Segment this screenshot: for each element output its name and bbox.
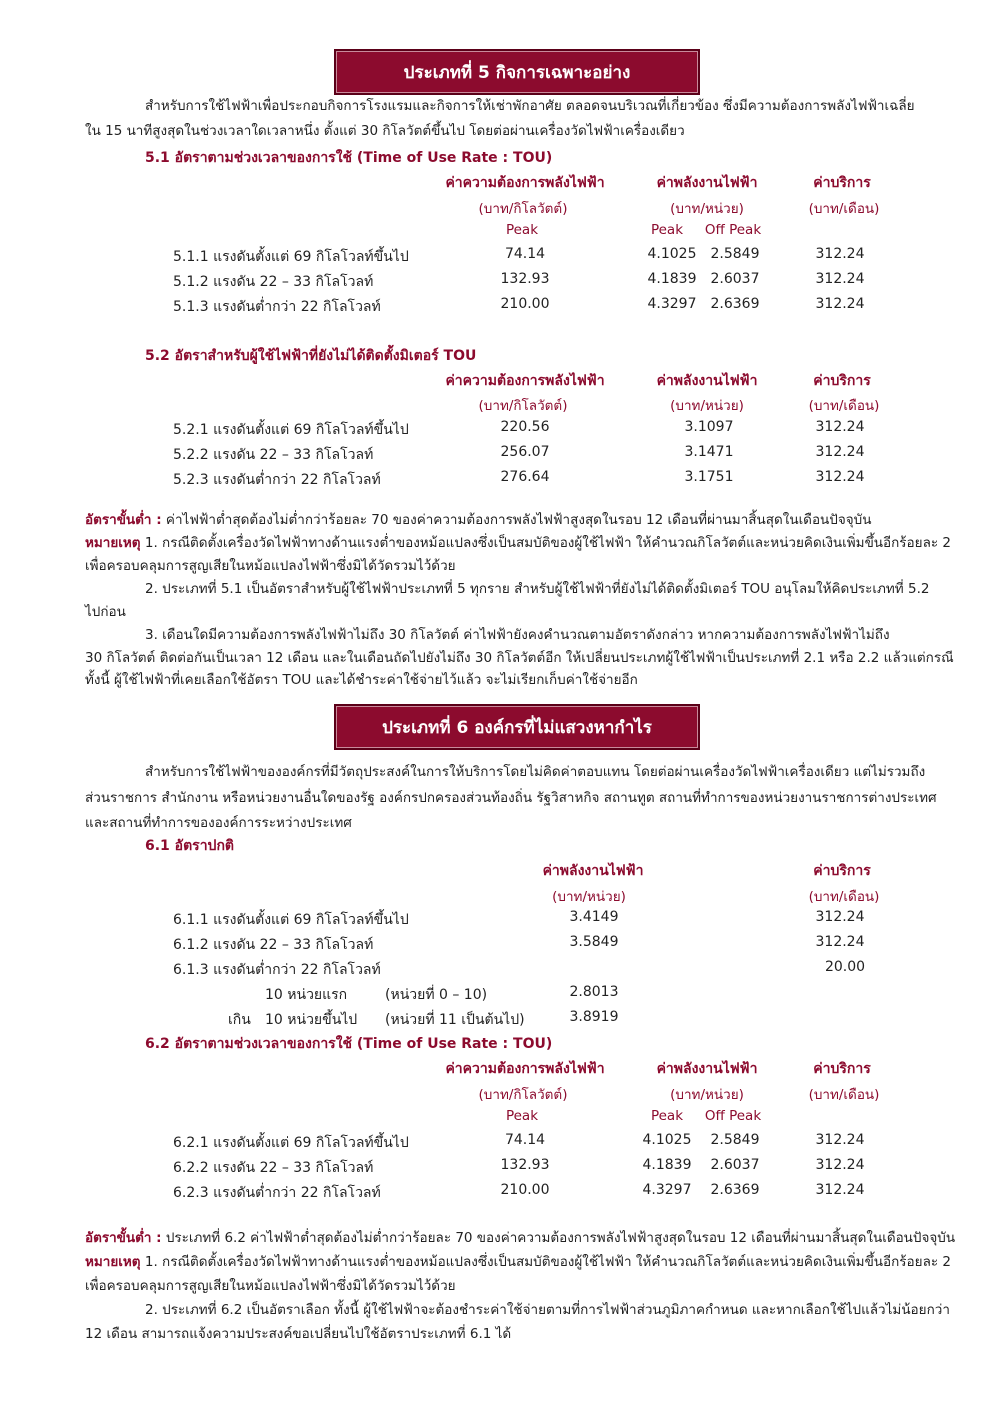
col-peak-energy: Peak	[650, 222, 684, 238]
table-cell-demand: 276.64	[500, 469, 550, 485]
min-rate-label: อัตราขั้นต่ำ :	[85, 1230, 162, 1246]
min-rate-text: ค่าไฟฟ้าต่ำสุดต้องไม่ต่ำกว่าร้อยละ 70 ของค่าความต้องการพลังไฟฟ้าสูงสุดในรอบ 12 เดือนที่ผ่านมาสิ้นสุดในเดือนปัจจุบัน	[161, 512, 872, 528]
min-rate-label: อัตราขั้นต่ำ :	[85, 512, 162, 528]
type6-note1-line2: เพื่อครอบคลุมการสูญเสียในหม้อแปลงไฟฟ้าซึ่งมิได้วัดรวมไว้ด้วย	[85, 1278, 456, 1294]
table-cell-demand: 210.00	[500, 1182, 550, 1198]
col-header-demand: ค่าความต้องการพลังไฟฟ้า	[445, 373, 605, 389]
type5-note3-line1: 3. เดือนใดมีความต้องการพลังไฟฟ้าไม่ถึง 30 กิโลวัตต์ ค่าไฟฟ้ายังคงคำนวณตามอัตราดังกล่าว หากความต้องการพลังไฟฟ้าไม่ถึง	[145, 627, 890, 643]
table-cell-offpeak: 2.6037	[710, 271, 760, 287]
col-peak-energy: Peak	[650, 1108, 684, 1124]
type6-note2-line1: 2. ประเภทที่ 6.2 เป็นอัตราเลือก ทั้งนี้ ผู้ใช้ไฟฟ้าจะต้องชำระค่าใช้จ่ายตามที่การไฟฟ้าส่วนภูมิภาคกำหนด และหากเลือกใช้ไปแล้วไม่น้อยกว่า	[145, 1302, 950, 1318]
table-cell-peak: 4.1839	[647, 271, 697, 287]
table-cell-energy: 3.1471	[684, 444, 734, 460]
note1-line1: 1. กรณีติดตั้งเครื่องวัดไฟฟ้าทางด้านแรงต่ำของหม้อแปลงซึ่งเป็นสมบัติของผู้ใช้ไฟฟ้า ให้คำนวณกิโลวัตต์และหน่วยคิดเงินเพิ่มขึ้นอีกร้อยละ 2	[140, 535, 951, 551]
col-header-service: ค่าบริการ	[813, 1061, 871, 1077]
col-header-energy: ค่าพลังงานไฟฟ้า	[656, 1061, 758, 1077]
table-cell-demand: 210.00	[500, 296, 550, 312]
table-cell-service: 312.24	[815, 469, 865, 485]
type5-title-banner	[334, 49, 700, 95]
type5-note3-line2: 30 กิโลวัตต์ ติดต่อกันเป็นเวลา 12 เดือน และในเดือนถัดไปยังไม่ถึง 30 กิโลวัตต์อีก ให้เปลี่ยนประเภทผู้ใช้ไฟฟ้าเป็นประเภทที่ 2.1 หรือ 2.2 แล้วแต่กรณี	[85, 650, 954, 666]
col-header-energy: ค่าพลังงานไฟฟ้า	[656, 373, 758, 389]
col-header-energy: ค่าพลังงานไฟฟ้า	[542, 863, 644, 879]
table-cell-demand: 74.14	[504, 246, 546, 262]
type6-intro-line2: ส่วนราชการ สำนักงาน หรือหน่วยงานอื่นใดของรัฐ องค์กรปกครองส่วนท้องถิ่น รัฐวิสาหกิจ สถานทูต สถานที่ทำการของหน่วยงานราชการต่างประเทศ	[85, 790, 937, 806]
table-cell-peak: 4.1025	[647, 246, 697, 262]
table-cell-service: 20.00	[824, 959, 866, 975]
note-label: หมายเหตุ	[85, 535, 141, 551]
col-header-energy: ค่าพลังงานไฟฟ้า	[656, 175, 758, 191]
col-unit-service: (บาท/เดือน)	[808, 201, 880, 217]
col-header-service: ค่าบริการ	[813, 863, 871, 879]
tier2-prefix: เกิน	[228, 1012, 251, 1028]
table-cell-peak: 4.1025	[642, 1132, 692, 1148]
tier2-energy: 3.8919	[569, 1009, 619, 1025]
table-cell-service: 312.24	[815, 1132, 865, 1148]
note1-line1: 1. กรณีติดตั้งเครื่องวัดไฟฟ้าทางด้านแรงต่ำของหม้อแปลงซึ่งเป็นสมบัติของผู้ใช้ไฟฟ้า ให้คำนวณกิโลวัตต์และหน่วยคิดเงินเพิ่มขึ้นอีกร้อยละ 2	[140, 1254, 951, 1270]
table-row-label: 5.2.3 แรงดันต่ำกว่า 22 กิโลโวลท์	[173, 472, 381, 488]
type5-min-rate	[85, 508, 871, 532]
type5-note2-line2: ไปก่อน	[85, 604, 126, 620]
type5-title: ประเภทที่ 5 กิจการเฉพาะอย่าง	[403, 62, 631, 83]
table-cell-service: 312.24	[815, 271, 865, 287]
table-cell-energy: 3.4149	[569, 909, 619, 925]
col-unit-energy: (บาท/หน่วย)	[670, 398, 744, 414]
table-cell-demand: 256.07	[500, 444, 550, 460]
tier1-energy: 2.8013	[569, 984, 619, 1000]
table-row-label: 6.2.1 แรงดันตั้งแต่ 69 กิโลโวลท์ขึ้นไป	[173, 1135, 409, 1151]
table-row-label: 5.2.1 แรงดันตั้งแต่ 69 กิโลโวลท์ขึ้นไป	[173, 422, 409, 438]
table-row-label: 5.1.3 แรงดันต่ำกว่า 22 กิโลโวลท์	[173, 299, 381, 315]
table-row-label: 5.1.1 แรงดันตั้งแต่ 69 กิโลโวลท์ขึ้นไป	[173, 249, 409, 265]
col-unit-energy: (บาท/หน่วย)	[670, 201, 744, 217]
table-cell-offpeak: 2.6037	[710, 1157, 760, 1173]
table-cell-offpeak: 2.6369	[710, 296, 760, 312]
col-offpeak-energy: Off Peak	[704, 222, 762, 238]
col-unit-service: (บาท/เดือน)	[808, 889, 880, 905]
table-cell-service: 312.24	[815, 1182, 865, 1198]
table-cell-offpeak: 2.6369	[710, 1182, 760, 1198]
table-row-label: 6.1.1 แรงดันตั้งแต่ 69 กิโลโวลท์ขึ้นไป	[173, 912, 409, 928]
type5-note1	[85, 531, 951, 555]
col-peak-demand: Peak	[505, 222, 539, 238]
table-cell-service: 312.24	[815, 909, 865, 925]
col-header-service: ค่าบริการ	[813, 175, 871, 191]
table-cell-peak: 4.3297	[647, 296, 697, 312]
table-cell-demand: 74.14	[504, 1132, 546, 1148]
col-unit-energy: (บาท/หน่วย)	[552, 889, 626, 905]
table-cell-service: 312.24	[815, 419, 865, 435]
type6-title-banner	[334, 704, 700, 750]
table-cell-service: 312.24	[815, 296, 865, 312]
table-cell-peak: 4.3297	[642, 1182, 692, 1198]
col-unit-energy: (บาท/หน่วย)	[670, 1087, 744, 1103]
col-peak-demand: Peak	[505, 1108, 539, 1124]
type5-note2-line1: 2. ประเภทที่ 5.1 เป็นอัตราสำหรับผู้ใช้ไฟฟ้าประเภทที่ 5 ทุกราย สำหรับผู้ใช้ไฟฟ้าที่ยังไม่ได้ติดตั้งมิเตอร์ TOU อนุโลมให้คิดประเภทที่ 5.2	[145, 581, 930, 597]
table-cell-offpeak: 2.5849	[710, 246, 760, 262]
type5-note3-line3: ทั้งนี้ ผู้ใช้ไฟฟ้าที่เคยเลือกใช้อัตรา TOU และได้ชำระค่าใช้จ่ายไว้แล้ว จะไม่เรียกเก็บค่าใช้จ่ายอีก	[85, 672, 638, 688]
col-header-demand: ค่าความต้องการพลังไฟฟ้า	[445, 175, 605, 191]
table-cell-service: 312.24	[815, 444, 865, 460]
col-header-demand: ค่าความต้องการพลังไฟฟ้า	[445, 1061, 605, 1077]
col-offpeak-energy: Off Peak	[704, 1108, 762, 1124]
table-cell-demand: 220.56	[500, 419, 550, 435]
type5-intro-line1: สำหรับการใช้ไฟฟ้าเพื่อประกอบกิจการโรงแรมและกิจการให้เช่าพักอาศัย ตลอดจนบริเวณที่เกี่ยวข้อง ซึ่งมีความต้องการพลังไฟฟ้าเฉลี่ย	[145, 98, 915, 114]
table-cell-service: 312.24	[815, 246, 865, 262]
type5-note1-line2: เพื่อครอบคลุมการสูญเสียในหม้อแปลงไฟฟ้าซึ่งมิได้วัดรวมไว้ด้วย	[85, 558, 456, 574]
tier2-range: (หน่วยที่ 11 เป็นต้นไป)	[385, 1012, 525, 1028]
table-row-label: 6.2.3 แรงดันต่ำกว่า 22 กิโลโวลท์	[173, 1185, 381, 1201]
col-unit-demand: (บาท/กิโลวัตต์)	[478, 1087, 568, 1103]
col-unit-demand: (บาท/กิโลวัตต์)	[478, 201, 568, 217]
tier2-label: 10 หน่วยขึ้นไป	[265, 1012, 358, 1028]
table-row-label: 5.2.2 แรงดัน 22 – 33 กิโลโวลท์	[173, 447, 374, 463]
section-6-2-title: 6.2 อัตราตามช่วงเวลาของการใช้ (Time of Use Rate : TOU)	[145, 1036, 553, 1052]
table-row-label: 5.1.2 แรงดัน 22 – 33 กิโลโวลท์	[173, 274, 374, 290]
table-cell-energy: 3.1097	[684, 419, 734, 435]
table-row-label: 6.1.3 แรงดันต่ำกว่า 22 กิโลโวลท์	[173, 962, 381, 978]
col-header-service: ค่าบริการ	[813, 373, 871, 389]
table-cell-peak: 4.1839	[642, 1157, 692, 1173]
table-cell-offpeak: 2.5849	[710, 1132, 760, 1148]
type6-min-rate	[85, 1226, 955, 1250]
type5-intro-line2: ใน 15 นาทีสูงสุดในช่วงเวลาใดเวลาหนึ่ง ตั้งแต่ 30 กิโลวัตต์ขึ้นไป โดยต่อผ่านเครื่องวัดไฟฟ้าเครื่องเดียว	[85, 123, 685, 139]
table-row-label: 6.2.2 แรงดัน 22 – 33 กิโลโวลท์	[173, 1160, 374, 1176]
note-label: หมายเหตุ	[85, 1254, 141, 1270]
col-unit-service: (บาท/เดือน)	[808, 1087, 880, 1103]
min-rate-text: ประเภทที่ 6.2 ค่าไฟฟ้าต่ำสุดต้องไม่ต่ำกว่าร้อยละ 70 ของค่าความต้องการพลังไฟฟ้าสูงสุดในรอบ 12 เดือนที่ผ่านมาสิ้นสุดในเดือนปัจจุบัน	[161, 1230, 956, 1246]
tier1-label: 10 หน่วยแรก	[265, 987, 348, 1003]
type6-intro-line1: สำหรับการใช้ไฟฟ้าขององค์กรที่มีวัตถุประสงค์ในการให้บริการโดยไม่คิดค่าตอบแทน โดยต่อผ่านเครื่องวัดไฟฟ้าเครื่องเดียว แต่ไม่รวมถึง	[145, 764, 926, 780]
table-cell-demand: 132.93	[500, 1157, 550, 1173]
table-cell-demand: 132.93	[500, 271, 550, 287]
table-cell-energy: 3.1751	[684, 469, 734, 485]
type6-title: ประเภทที่ 6 องค์กรที่ไม่แสวงหากำไร	[382, 717, 652, 738]
section-6-1-title: 6.1 อัตราปกติ	[145, 838, 235, 854]
tier1-range: (หน่วยที่ 0 – 10)	[385, 987, 488, 1003]
table-cell-service: 312.24	[815, 1157, 865, 1173]
section-5-1-title: 5.1 อัตราตามช่วงเวลาของการใช้ (Time of Use Rate : TOU)	[145, 150, 553, 166]
table-row-label: 6.1.2 แรงดัน 22 – 33 กิโลโวลท์	[173, 937, 374, 953]
type6-note2-line2: 12 เดือน สามารถแจ้งความประสงค์ขอเปลี่ยนไปใช้อัตราประเภทที่ 6.1 ได้	[85, 1326, 512, 1342]
type6-note1	[85, 1250, 951, 1274]
table-cell-energy: 3.5849	[569, 934, 619, 950]
col-unit-service: (บาท/เดือน)	[808, 398, 880, 414]
table-cell-service: 312.24	[815, 934, 865, 950]
section-5-2-title: 5.2 อัตราสำหรับผู้ใช้ไฟฟ้าที่ยังไม่ได้ติดตั้งมิเตอร์ TOU	[145, 348, 477, 364]
col-unit-demand: (บาท/กิโลวัตต์)	[478, 398, 568, 414]
type6-intro-line3: และสถานที่ทำการขององค์การระหว่างประเทศ	[85, 815, 352, 831]
